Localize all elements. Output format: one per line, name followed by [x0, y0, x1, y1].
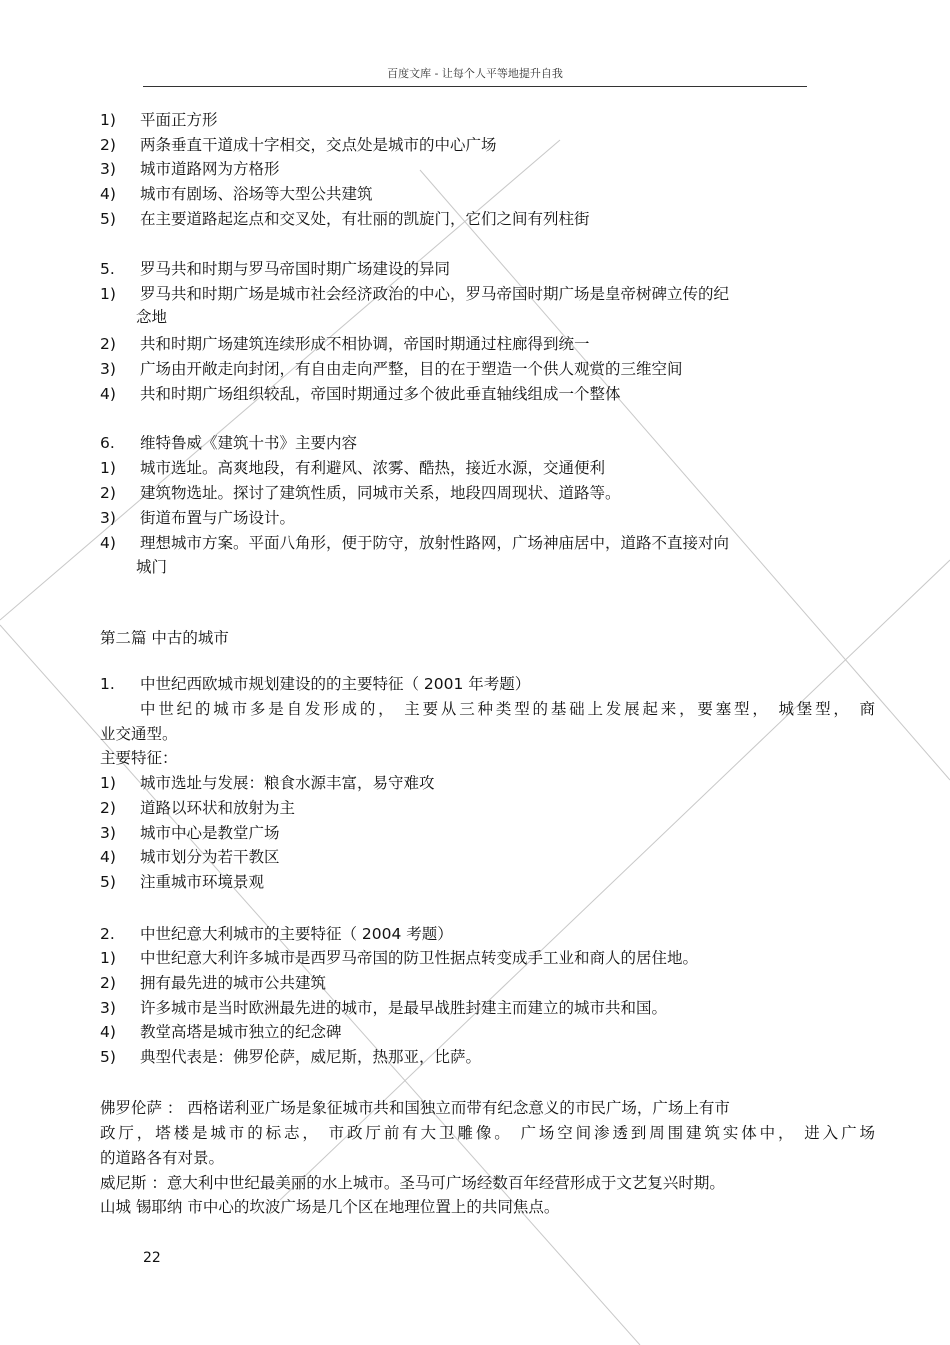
section-title: 中世纪西欧城市规划建设的的主要特征（ 2001 年考题）: [140, 675, 531, 693]
page-number: 22: [143, 1250, 161, 1266]
list-item: [100, 773, 435, 793]
paragraph-line: 佛罗伦萨 ： 西格诺利亚广场是象征城市共和国独立而带有纪念意义的市民广场，广场上有市: [100, 1099, 730, 1117]
list-text: 共和时期广场组织较乱，帝国时期通过多个彼此垂直轴线组成一个整体: [140, 385, 621, 403]
list-number: 3): [100, 160, 116, 178]
list-number: 1): [100, 459, 116, 477]
list-number: 2): [100, 974, 116, 992]
list-text: 城市选址。高爽地段，有利避风、浓雾、酷热，接近水源，交通便利: [140, 459, 606, 477]
list-number: 4): [100, 1023, 116, 1041]
list-number: 3): [100, 509, 116, 527]
paragraph-line: 政厅，塔楼是城市的标志， 市政厅前有大卫雕像。 广场空间渗透到周围建筑实体中， 进入广场: [100, 1124, 875, 1142]
list-item: [100, 159, 280, 179]
subheading: 主要特征：: [100, 749, 178, 767]
list-text: 道路以环状和放射为主: [140, 799, 296, 817]
list-text: 罗马共和时期广场是城市社会经济政治的中心，罗马帝国时期广场是皇帝树碑立传的纪: [140, 285, 730, 303]
list-item: [100, 483, 621, 503]
list-item: [100, 458, 605, 478]
list-number: 4): [100, 848, 116, 866]
list-item: [100, 823, 280, 843]
list-item-continuation: 城门: [136, 558, 168, 576]
list-text: 拥有最先进的城市公共建筑: [140, 974, 327, 992]
list-text: 注重城市环境景观: [140, 873, 265, 891]
list-number: 4): [100, 185, 116, 203]
list-item: [100, 1022, 342, 1042]
list-number: 1): [100, 949, 116, 967]
list-number: 5): [100, 210, 116, 228]
list-item: [100, 998, 667, 1018]
list-text: 在主要道路起迄点和交叉处，有壮丽的凯旋门，它们之间有列柱街: [140, 210, 590, 228]
list-number: 2): [100, 136, 116, 154]
list-number: 4): [100, 385, 116, 403]
list-number: 1): [100, 111, 116, 129]
section-number: 6.: [100, 434, 115, 452]
section-number: 5.: [100, 260, 115, 278]
list-item: [100, 533, 729, 553]
list-item: [100, 384, 621, 404]
paragraph-line: 山城 锡耶纳 市中心的坎波广场是几个区在地理位置上的共同焦点。: [100, 1198, 560, 1216]
list-item: [100, 334, 590, 354]
list-number: 3): [100, 360, 116, 378]
section-title: 罗马共和时期与罗马帝国时期广场建设的异同: [140, 260, 451, 278]
list-number: 1): [100, 774, 116, 792]
list-item-continuation: 念地: [136, 308, 168, 326]
list-number: 5): [100, 873, 116, 891]
list-number: 3): [100, 999, 116, 1017]
list-number: 1): [100, 285, 116, 303]
list-text: 城市有剧场、浴场等大型公共建筑: [140, 185, 373, 203]
list-item: [100, 847, 280, 867]
chapter-title: 第二篇 中古的城市: [100, 629, 229, 647]
list-text: 平面正方形: [140, 111, 218, 129]
section-number: 2.: [100, 925, 115, 943]
section-title: 维特鲁威《建筑十书》主要内容: [140, 434, 358, 452]
list-number: 2): [100, 335, 116, 353]
list-text: 典型代表是：佛罗伦萨，威尼斯，热那亚，比萨。: [140, 1048, 482, 1066]
list-item: [100, 135, 497, 155]
page-header: 百度文库 - 让每个人平等地提升自我: [143, 64, 807, 87]
list-text: 城市划分为若干教区: [140, 848, 280, 866]
section-heading: [100, 674, 530, 694]
list-text: 理想城市方案。平面八角形，便于防守，放射性路网，广场神庙居中，道路不直接对向: [140, 534, 730, 552]
list-number: 2): [100, 484, 116, 502]
list-item: [100, 948, 698, 968]
section-heading: [100, 924, 453, 944]
list-text: 教堂高塔是城市独立的纪念碑: [140, 1023, 342, 1041]
list-item: [100, 798, 295, 818]
list-text: 中世纪意大利许多城市是西罗马帝国的防卫性据点转变成手工业和商人的居住地。: [140, 949, 699, 967]
list-text: 两条垂直干道成十字相交，交点处是城市的中心广场: [140, 136, 497, 154]
list-text: 城市道路网为方格形: [140, 160, 280, 178]
list-item: [100, 284, 729, 304]
section-number: 1.: [100, 675, 115, 693]
list-number: 4): [100, 534, 116, 552]
paragraph-line: 中世纪的城市多是自发形成的， 主要从三种类型的基础上发展起来，要塞型， 城堡型， 商: [140, 700, 875, 718]
list-text: 建筑物选址。探讨了建筑性质，同城市关系，地段四周现状、道路等。: [140, 484, 621, 502]
list-item: [100, 209, 590, 229]
list-item: [100, 973, 326, 993]
paragraph-line: 业交通型。: [100, 725, 178, 743]
section-heading: [100, 259, 450, 279]
list-text: 许多城市是当时欧洲最先进的城市，是最早战胜封建主而建立的城市共和国。: [140, 999, 668, 1017]
list-number: 5): [100, 1048, 116, 1066]
list-item: [100, 110, 218, 130]
paragraph-line: 的道路各有对景。: [100, 1149, 225, 1167]
list-text: 城市选址与发展：粮食水源丰富，易守难攻: [140, 774, 435, 792]
list-text: 共和时期广场建筑连续形成不相协调，帝国时期通过柱廊得到统一: [140, 335, 590, 353]
list-number: 3): [100, 824, 116, 842]
list-text: 广场由开敞走向封闭，有自由走向严整，目的在于塑造一个供人观赏的三维空间: [140, 360, 683, 378]
list-text: 街道布置与广场设计。: [140, 509, 296, 527]
list-number: 2): [100, 799, 116, 817]
list-item: [100, 508, 295, 528]
list-item: [100, 872, 264, 892]
paragraph-line: 威尼斯 ：意大利中世纪最美丽的水上城市。圣马可广场经数百年经营形成于文艺复兴时期。: [100, 1174, 725, 1192]
list-item: [100, 359, 683, 379]
section-heading: [100, 433, 357, 453]
list-item: [100, 1047, 481, 1067]
section-title: 中世纪意大利城市的主要特征（ 2004 考题）: [140, 925, 453, 943]
list-text: 城市中心是教堂广场: [140, 824, 280, 842]
list-item: [100, 184, 373, 204]
